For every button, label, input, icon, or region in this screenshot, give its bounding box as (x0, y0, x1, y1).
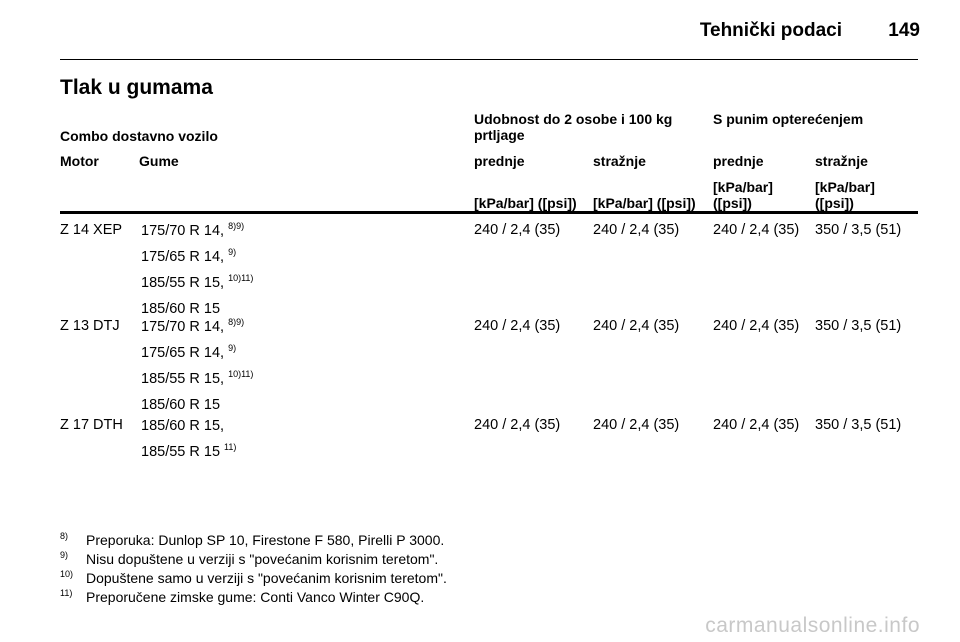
engine-cell: Z 14 XEP (60, 222, 123, 238)
pressure-comfort-rear: 240 / 2,4 (35) (593, 417, 680, 433)
table-header-divider (60, 211, 918, 214)
col-comfort-front-header: prednje (474, 153, 525, 169)
pressure-full-rear: 350 / 3,5 (51) (815, 318, 902, 334)
page-number: 149 (888, 20, 920, 41)
footnote: $^{9)}$ Nisu dopuštene u verziji s "povećanim korisnim teretom". (60, 550, 439, 567)
col-full-front-header: prednje (713, 153, 764, 169)
unit-full-front: [kPa/bar] ([psi]) (713, 179, 773, 211)
col-tyres-header: Gume (139, 153, 179, 169)
pressure-full-front: 240 / 2,4 (35) (713, 318, 800, 334)
watermark: carmanualsonline.info (705, 614, 920, 637)
pressure-comfort-rear: 240 / 2,4 (35) (593, 222, 680, 238)
group-comfort-header: Udobnost do 2 osobe i 100 kg prtljage (474, 111, 673, 143)
engine-cell: Z 13 DTJ (60, 318, 120, 334)
tyre-size: 175/65 R 14, $^{9)}$ (141, 247, 237, 265)
tyre-size: 185/55 R 15 $^{11)}$ (141, 442, 237, 460)
pressure-full-rear: 350 / 3,5 (51) (815, 417, 902, 433)
pressure-full-front: 240 / 2,4 (35) (713, 417, 800, 433)
tyre-size: 185/60 R 15 (141, 301, 221, 317)
pressure-comfort-front: 240 / 2,4 (35) (474, 318, 561, 334)
col-engine-header: Motor (60, 153, 99, 169)
pressure-comfort-front: 240 / 2,4 (35) (474, 222, 561, 238)
section-title: Tlak u gumama (60, 76, 213, 99)
tyre-size: 175/70 R 14, $^{8)9)}$ (141, 221, 245, 239)
tyre-size: 175/70 R 14, $^{8)9)}$ (141, 317, 245, 335)
unit-comfort-front: [kPa/bar] ([psi]) (474, 195, 577, 211)
tyre-size: 185/55 R 15, $^{10)11)}$ (141, 273, 254, 291)
tyre-size: 175/65 R 14, $^{9)}$ (141, 343, 237, 361)
engine-cell: Z 17 DTH (60, 417, 123, 433)
col-full-rear-header: stražnje (815, 153, 868, 169)
pressure-full-rear: 350 / 3,5 (51) (815, 222, 902, 238)
footnote: $^{8)}$ Preporuka: Dunlop SP 10, Firestone F 580, Pirelli P 3000. (60, 531, 445, 548)
tyre-size: 185/60 R 15, (141, 418, 225, 434)
pressure-comfort-front: 240 / 2,4 (35) (474, 417, 561, 433)
header-divider (60, 59, 918, 60)
header-title: Tehnički podaci (699, 20, 842, 41)
tyre-size: 185/60 R 15 (141, 397, 221, 413)
pressure-full-front: 240 / 2,4 (35) (713, 222, 800, 238)
tyre-size: 185/55 R 15, $^{10)11)}$ (141, 369, 254, 387)
unit-comfort-rear: [kPa/bar] ([psi]) (593, 195, 696, 211)
footnote: $^{10)}$ Dopuštene samo u verziji s "povećanim korisnim teretom". (60, 569, 447, 586)
footnote: $^{11)}$ Preporučene zimske gume: Conti Vanco Winter C90Q. (60, 588, 425, 605)
group-full-load-header: S punim opterećenjem (713, 111, 864, 127)
vehicle-label: Combo dostavno vozilo (60, 128, 218, 144)
unit-full-rear: [kPa/bar] ([psi]) (815, 179, 875, 211)
col-comfort-rear-header: stražnje (593, 153, 646, 169)
pressure-comfort-rear: 240 / 2,4 (35) (593, 318, 680, 334)
